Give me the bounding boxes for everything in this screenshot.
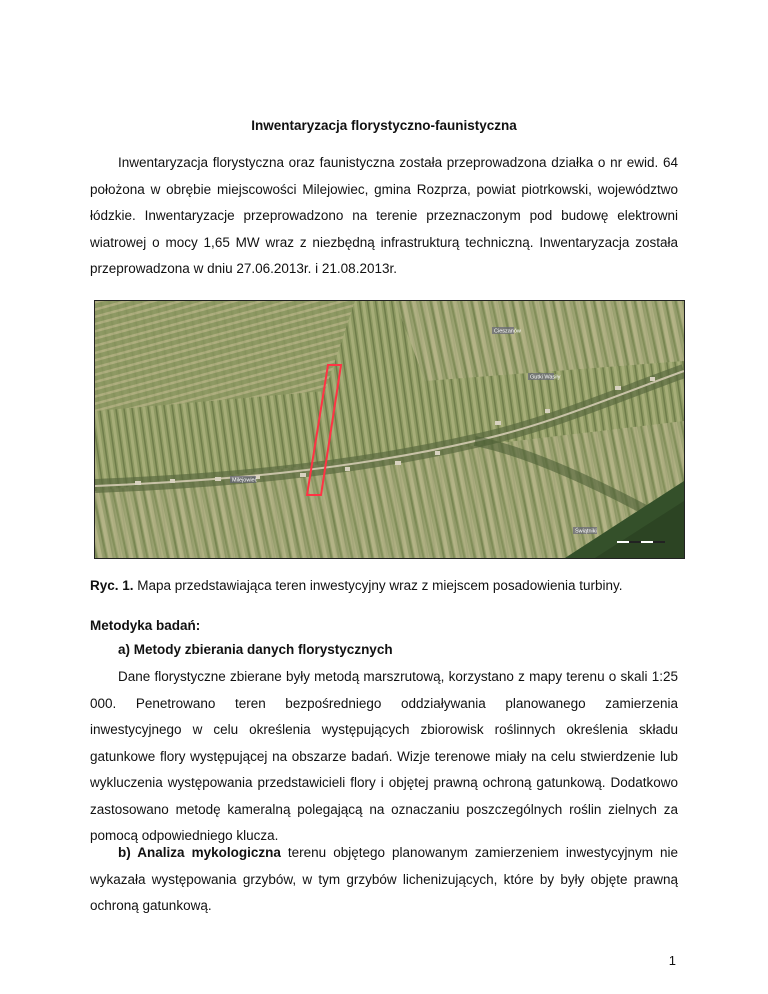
aerial-map-image	[95, 301, 684, 558]
map-label-cieszanow: Cieszanów	[494, 328, 521, 335]
section-b-heading: b) Analiza mykologiczna	[118, 845, 281, 860]
methodology-heading: Metodyka badań:	[90, 618, 201, 633]
document-title: Inwentaryzacja florystyczno-faunistyczna	[251, 118, 517, 133]
section-b-paragraph	[90, 840, 678, 920]
aerial-map	[94, 300, 685, 559]
figure-caption-text: Mapa przedstawiająca teren inwestycyjny wraz z miejscem posadowienia turbiny.	[133, 578, 623, 593]
intro-paragraph: Inwentaryzacja florystyczna oraz faunistyczna została przeprowadzona działka o nr ewid. 64 położona w obrębie miejscowości Milejowiec, gmina Rozprza, powiat piotrkowski, województwo łódzkie. Inwentaryzacje przeprowadzono na terenie przeznaczonym pod budowę elektrowni wiatrowej o mocy 1,65 MW wraz z niezbędną infrastrukturą techniczną. Inwentaryzacja została przeprowadzona w dniu 27.06.2013r. i 21.08.2013r.	[90, 155, 678, 276]
scale-bar	[617, 541, 665, 543]
page-number: 1	[668, 953, 676, 968]
section-a-paragraph: Dane florystyczne zbierane były metodą marszrutową, korzystano z mapy terenu o skali 1:25 000. Penetrowano teren bezpośredniego oddziaływania planowanego zamierzenia inwestycyjnego w celu określenia występujących zbiorowisk roślinnych określenia składu gatunkowe flory występującej na obszarze badań. Wizje terenowe miały na celu stwierdzenie lub wykluczenia występowania przedstawicieli flory i objętej prawną ochroną gatunkową. Dodatkowo zastosowano metodę kameralną polegającą na oznaczaniu poszczególnych roślin zielnych za pomocą odpowiedniego klucza.	[90, 669, 678, 843]
figure-caption-label: Ryc. 1.	[90, 578, 134, 593]
section-a-heading: a) Metody zbierania danych florystycznych	[118, 642, 393, 657]
map-label-swiatniki: Świątniki	[575, 528, 597, 535]
map-label-milejowiec: Milejowiec	[232, 477, 258, 484]
map-label-gutki-wasily: Gutki Wasiły	[530, 374, 561, 381]
section-b-text: terenu objętego planowanym zamierzeniem inwestycyjnym nie wykazała występowania grzybów, w tym grzybów lichenizujących, które by były objęte prawną ochroną gatunkową.	[90, 845, 679, 913]
figure-caption	[90, 578, 623, 593]
